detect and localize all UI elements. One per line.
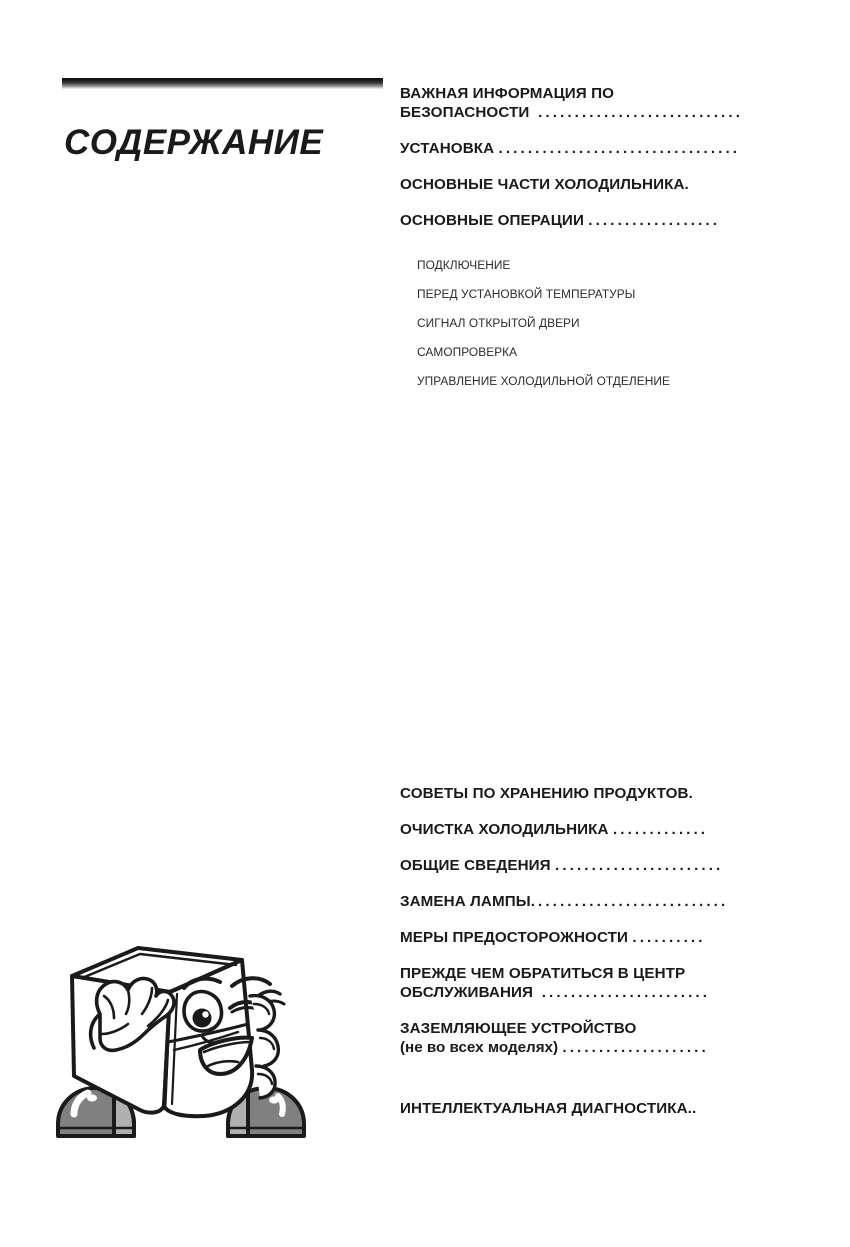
toc-entry-precautions[interactable] <box>400 928 850 947</box>
toc-entry-installation[interactable] <box>400 139 850 158</box>
toc-entry-line <box>400 175 850 194</box>
toc-entry-line: ВАЖНАЯ ИНФОРМАЦИЯ ПО <box>400 85 615 102</box>
toc-subitem-group <box>400 258 850 389</box>
toc-entry-label: ОСНОВНЫЕ ОПЕРАЦИИ <box>400 212 584 229</box>
toc-entry-line: ПРЕЖДЕ ЧЕМ ОБРАТИТЬСЯ В ЦЕНТР <box>400 965 686 982</box>
refrigerator-mascot-illustration <box>52 938 320 1146</box>
toc-dot-leader: ....................... <box>541 984 711 1001</box>
toc-dot-leader: .......... <box>632 929 706 946</box>
toc-entry-line <box>400 892 850 911</box>
toc-dot-leader: ....................... <box>555 857 724 874</box>
toc-entry-before-service-call[interactable] <box>400 964 850 1002</box>
table-of-contents <box>400 0 850 1247</box>
toc-subitem-connection[interactable]: ПОДКЛЮЧЕНИЕ <box>417 258 511 272</box>
toc-entry-cleaning[interactable] <box>400 820 850 839</box>
toc-dot-leader: ................................. <box>498 140 741 157</box>
toc-entry-main-operations[interactable] <box>400 211 850 230</box>
toc-entry-label: ИНТЕЛЛЕКТУАЛЬНАЯ ДИАГНОСТИКА.. <box>400 1100 697 1117</box>
toc-entry-label: СОВЕТЫ ПО ХРАНЕНИЮ ПРОДУКТОВ. <box>400 785 693 802</box>
toc-dot-leader: ........................... <box>530 893 729 910</box>
toc-entry-label: ОЧИСТКА ХОЛОДИЛЬНИКА <box>400 821 609 838</box>
toc-entry-lamp-replacement[interactable] <box>400 892 850 911</box>
toc-entry-line <box>400 784 850 803</box>
toc-entry-sublabel: (не во всех моделях) <box>400 1039 559 1056</box>
toc-dot-leader: .................... <box>562 1039 709 1056</box>
toc-dot-leader: ............. <box>612 821 709 838</box>
toc-entry-main-parts[interactable] <box>400 175 850 194</box>
toc-entry-label: ОБСЛУЖИВАНИЯ <box>400 984 534 1001</box>
toc-entry-line <box>400 856 850 875</box>
toc-entry-line <box>400 211 850 230</box>
toc-entry-label: МЕРЫ ПРЕДОСТОРОЖНОСТИ <box>400 929 629 946</box>
toc-entry-line: ЗАЗЕМЛЯЮЩЕЕ УСТРОЙСТВО <box>400 1020 637 1037</box>
toc-entry-label: БЕЗОПАСНОСТИ <box>400 104 530 121</box>
refrigerator-mascot-svg <box>52 938 320 1146</box>
toc-subitem-door-open-alarm[interactable]: СИГНАЛ ОТКРЫТОЙ ДВЕРИ <box>417 316 580 330</box>
page-title: СОДЕРЖАНИЕ <box>64 123 324 163</box>
toc-subitem-self-test[interactable]: САМОПРОВЕРКА <box>417 345 518 359</box>
toc-entry-grounding-device[interactable] <box>400 1019 850 1057</box>
left-column <box>0 0 395 1247</box>
toc-entry-safety-information[interactable] <box>400 84 850 122</box>
toc-dot-leader: ............................ <box>538 104 744 121</box>
toc-entry-label: ЗАМЕНА ЛАМПЫ <box>400 893 531 910</box>
toc-entry-line <box>400 1099 850 1118</box>
toc-entry-smart-diagnosis[interactable] <box>400 1099 850 1118</box>
toc-entry-line <box>400 139 850 158</box>
toc-entry-label: УСТАНОВКА <box>400 140 495 157</box>
toc-entry-line <box>400 103 850 122</box>
toc-entry-line <box>400 820 850 839</box>
toc-entry-label: ОСНОВНЫЕ ЧАСТИ ХОЛОДИЛЬНИКА. <box>400 176 689 193</box>
toc-entry-line <box>400 1038 850 1057</box>
toc-entry-label: ОБЩИЕ СВЕДЕНИЯ <box>400 857 551 874</box>
toc-dot-leader: .................. <box>588 212 721 229</box>
toc-subitem-fridge-control[interactable]: УПРАВЛЕНИЕ ХОЛОДИЛЬНОЙ ОТДЕЛЕНИЕ <box>417 374 670 388</box>
toc-entry-line <box>400 983 850 1002</box>
toc-entry-line <box>400 928 850 947</box>
title-divider-rule <box>62 78 383 89</box>
toc-group-bottom <box>400 784 850 1118</box>
mascot-right-arm <box>250 996 278 1098</box>
toc-entry-food-storage-tips[interactable] <box>400 784 850 803</box>
toc-entry-general-information[interactable] <box>400 856 850 875</box>
toc-group-top <box>400 84 850 230</box>
toc-subitem-before-temp-setup[interactable]: ПЕРЕД УСТАНОВКОЙ ТЕМПЕРАТУРЫ <box>417 287 636 301</box>
